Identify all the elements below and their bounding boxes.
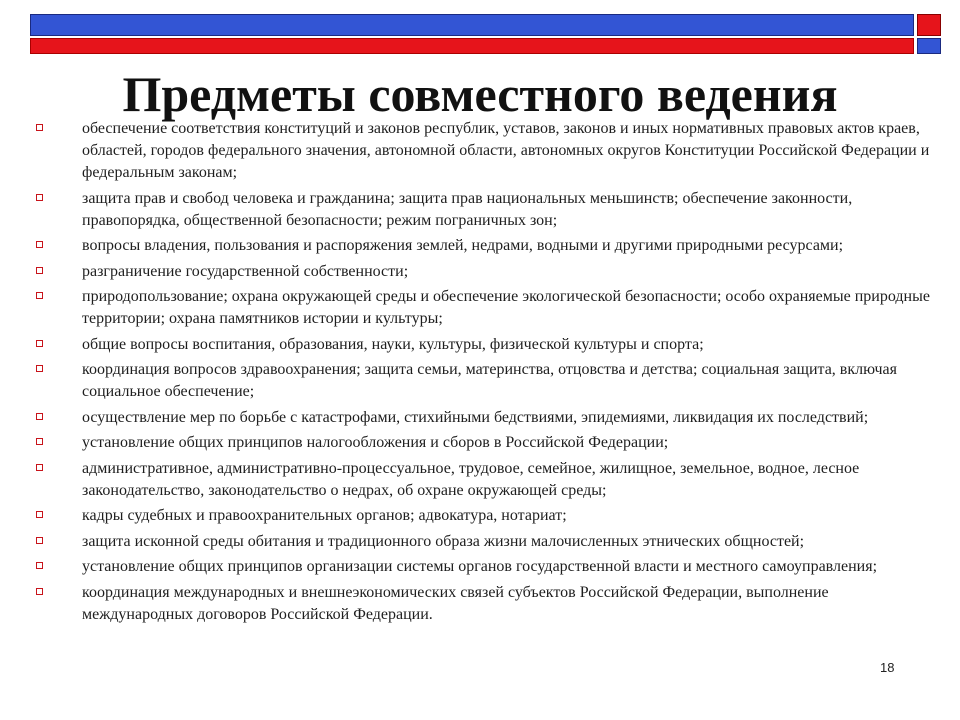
list-item (36, 286, 936, 330)
list-item (36, 556, 936, 578)
list-item (36, 261, 936, 283)
page-number: 18 (880, 660, 895, 675)
header-blue-square (917, 38, 941, 54)
list-item (36, 582, 936, 626)
square-bullet-icon (36, 124, 43, 131)
list-item (36, 334, 936, 356)
square-bullet-icon (36, 588, 43, 595)
list-item (36, 118, 936, 184)
list-item-text: осуществление мер по борьбе с катастрофами, стихийными бедствиями, эпидемиями, ликвидация их последствий; (82, 408, 869, 426)
square-bullet-icon (36, 241, 43, 248)
list-item-text: защита исконной среды обитания и традиционного образа жизни малочисленных этнических общностей; (82, 532, 805, 550)
list-item (36, 188, 936, 232)
list-item (36, 407, 936, 429)
square-bullet-icon (36, 511, 43, 518)
square-bullet-icon (36, 413, 43, 420)
list-item (36, 505, 936, 527)
list-item-text: разграничение государственной собственности; (82, 262, 409, 280)
square-bullet-icon (36, 194, 43, 201)
list-item-text: природопользование; охрана окружающей среды и обеспечение экологической безопасности; особо охраняемые природные территории; охрана памятников истории и культуры; (82, 288, 930, 327)
slide-title: Предметы совместного ведения (122, 66, 838, 122)
list-item (36, 235, 936, 257)
list-item-text: установление общих принципов организации системы органов государственной власти и местного самоуправления; (82, 558, 878, 575)
list-item (36, 458, 936, 502)
list-item (36, 531, 936, 553)
list-item (36, 432, 936, 454)
list-item (36, 359, 936, 403)
list-item-text: обеспечение соответствия конституций и законов республик, уставов, законов и иных нормативных правовых актов краев, областей, городов федерального значения, автономной области, автономных округов Конституции Российской Федерации и федеральным законам; (82, 120, 930, 181)
list-item-text: административное, административно-процессуальное, трудовое, семейное, жилищное, земельное, водное, лесное законодательство, законодательство о недрах, об охране окружающей среды; (82, 459, 860, 499)
square-bullet-icon (36, 340, 43, 347)
list-item-text: общие вопросы воспитания, образования, науки, культуры, физической культуры и спорта; (82, 335, 704, 353)
list-item-text: защита прав и свобод человека и гражданина; защита прав национальных меньшинств; обеспечение законности, правопорядка, общественной безопасности; режим пограничных зон; (82, 189, 853, 229)
header-red-square (917, 14, 941, 36)
list-item-text: координация вопросов здравоохранения; защита семьи, материнства, отцовства и детства; социальная защита, включая социальное обеспечение; (82, 361, 897, 400)
header-red-bar (30, 38, 914, 54)
list-item-text: вопросы владения, пользования и распоряжения землей, недрами, водными и другими природными ресурсами; (82, 237, 844, 254)
bullet-list (36, 118, 936, 629)
header-blue-bar (30, 14, 914, 36)
square-bullet-icon (36, 438, 43, 445)
list-item-text: установление общих принципов налогообложения и сборов в Российской Федерации; (82, 434, 669, 451)
square-bullet-icon (36, 292, 43, 299)
square-bullet-icon (36, 267, 43, 274)
list-item-text: координация международных и внешнеэкономических связей субъектов Российской Федерации, выполнение международных договоров Российской Федерации. (82, 583, 829, 623)
square-bullet-icon (36, 464, 43, 471)
list-item-text: кадры судебных и правоохранительных органов; адвокатура, нотариат; (82, 507, 567, 524)
square-bullet-icon (36, 537, 43, 544)
square-bullet-icon (36, 562, 43, 569)
square-bullet-icon (36, 365, 43, 372)
